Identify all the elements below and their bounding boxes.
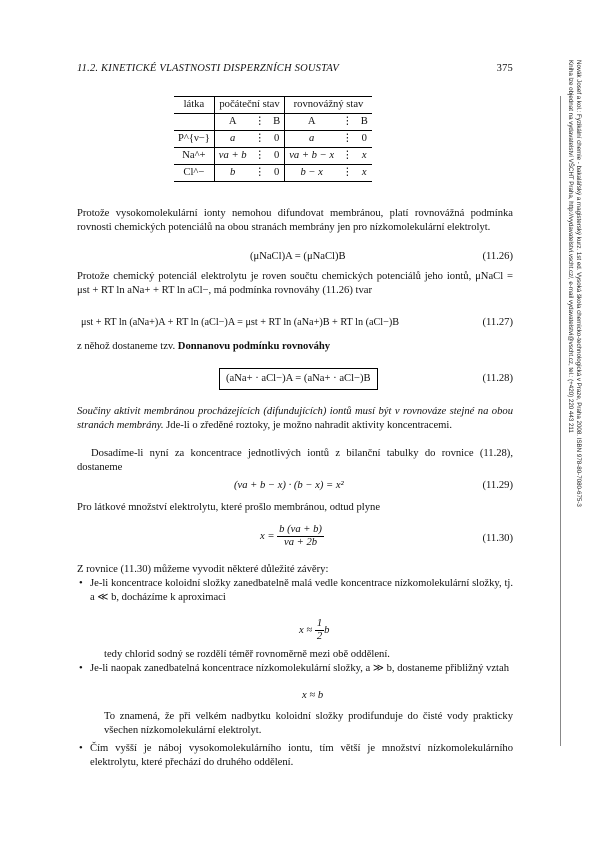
table-subheader: B: [357, 114, 372, 131]
paragraph-4-italic: Součiny aktivit membránou procházejících (difundujících) iontů musí být v rovnováze stejné na obou stranách membrány.: [77, 406, 513, 431]
table-cell: b: [214, 165, 250, 182]
bullet-item-3: • Čím vyšší je náboj vysokomolekulárního iontu, tím větší je množství nízkomolekulárního elektrolytu, které přechází do druhého oddělení.: [90, 742, 513, 769]
equation-number: (11.29): [482, 480, 513, 491]
table-cell: 0: [269, 131, 285, 148]
table-cell: ⋮: [338, 165, 357, 182]
table-cell: 0: [357, 131, 372, 148]
boxed-equation: (aNa+ · aCl−)A = (aNa+ · aCl−)B: [219, 368, 378, 390]
table-subheader: A: [214, 114, 250, 131]
equation-body: (νa + b − x) · (b − x) = x²: [234, 480, 344, 491]
equation-number: (11.30): [482, 533, 513, 544]
bullet-item-2: • Je-li naopak zanedbatelná koncentrace nízkomolekulární složky, a ≫ b, dostaneme přibližný vztah: [90, 662, 513, 676]
bullet-item-1: • Je-li koncentrace koloidní složky zanedbatelně malá vedle koncentrace nízkomolekulární složky, tj. a ≪ b, docházíme k aproximaci: [90, 577, 513, 604]
page-number: 375: [496, 63, 513, 74]
paragraph-3-text: z něhož dostaneme tzv.: [77, 341, 178, 352]
equation-approx-half: [77, 618, 513, 646]
equation-11-27: [77, 316, 513, 332]
table-header-substance: látka: [174, 97, 214, 114]
paragraph-4: [77, 405, 513, 432]
equation-body: (μNaCl)A = (μNaCl)B: [250, 251, 346, 262]
table-header-equilibrium: rovnovážný stav: [285, 97, 372, 114]
balance-table: [174, 96, 372, 182]
equation-11-26: [77, 250, 513, 266]
equation-body: x ≈ b: [302, 690, 324, 701]
donnan-term: Donnanovu podmínku rovnováhy: [177, 341, 331, 352]
fraction-numerator: b (νa + b): [279, 524, 322, 535]
fraction-denominator: 2: [316, 631, 323, 642]
equation-11-29: [77, 479, 513, 495]
sidebar-line-1: Novák Josef a kol.: Fyzikální chemie - bakalářský a magisterský kurz. 1st ed. Vysoká škola chemicko-technologická v Praze, Praha 2008. ISBN 978-80-7080-675-3: [575, 60, 582, 507]
table-cell: ⋮: [338, 148, 357, 165]
fraction: [277, 524, 324, 549]
table-row: [174, 131, 372, 148]
paragraph-7: Z rovnice (11.30) můžeme vyvodit některé důležité závěry:: [77, 564, 329, 575]
fraction-denominator: νa + 2b: [284, 537, 318, 548]
equation-11-28: [77, 372, 513, 388]
table-cell: ⋮: [251, 165, 270, 182]
table-row: [174, 148, 372, 165]
table-cell: ⋮: [338, 131, 357, 148]
fraction: [315, 618, 324, 643]
table-cell: P^{ν−}: [174, 131, 214, 148]
equation-lhs: x =: [260, 530, 275, 542]
equation-number: (11.28): [482, 373, 513, 384]
table-subheader: ⋮: [251, 114, 270, 131]
table-subheader: B: [269, 114, 285, 131]
table-cell: ⋮: [251, 148, 270, 165]
equation-rhs: b: [324, 624, 330, 636]
paragraph-4-text: Jde-li o zředěné roztoky, je možno nahradit aktivity koncentracemi.: [163, 419, 452, 431]
table-cell: a: [214, 131, 250, 148]
bullet-2-continuation: To znamená, že při velkém nadbytku koloidní složky prodifunduje do čisté vody prakticky všechen nízkomolekulární elektrolyt.: [104, 711, 513, 736]
table-cell: 0: [269, 148, 285, 165]
paragraph-5: Dosadíme-li nyní za koncentrace jednotlivých iontů z bilanční tabulky do rovnice (11.28), dostaneme: [77, 448, 513, 473]
header-title: 11.2. KINETICKÉ VLASTNOSTI DISPERZNÍCH SOUSTAV: [77, 63, 340, 74]
table-cell: 0: [269, 165, 285, 182]
equation-number: (11.27): [482, 317, 513, 328]
sidebar-citation: [567, 60, 582, 660]
paragraph-2: Protože chemický potenciál elektrolytu je roven součtu chemických potenciálů jeho iontů, μNaCl = μst + RT ln aNa+ + RT ln aCl−, má podmínka rovnováhy (11.26) tvar: [77, 271, 513, 296]
margin-rule: [560, 96, 561, 746]
table-cell: Cl^−: [174, 165, 214, 182]
equation-approx-b: [77, 689, 513, 705]
equation-number: (11.26): [482, 251, 513, 262]
table-cell: νa + b − x: [285, 148, 338, 165]
running-header: [77, 62, 513, 76]
table-cell: a: [285, 131, 338, 148]
table-cell: Na^+: [174, 148, 214, 165]
table-header-initial: počáteční stav: [214, 97, 284, 114]
bullet-1-continuation: tedy chlorid sodný se rozdělí téměř rovnoměrně mezi obě oddělení.: [104, 649, 390, 660]
fraction-numerator: 1: [316, 618, 323, 629]
equation-11-30: [77, 524, 513, 554]
table-subheader: A: [285, 114, 338, 131]
paragraph-1: Protože vysokomolekulární ionty nemohou difundovat membránou, platí rovnovážná podmínka rovnosti chemických potenciálů na obou stranách membrány jen pro nízkomolekulární elektrolyt.: [77, 208, 513, 233]
table-row: [174, 165, 372, 182]
table-cell: x: [357, 165, 372, 182]
table-cell: x: [357, 148, 372, 165]
table-cell: ⋮: [251, 131, 270, 148]
equation-body: μst + RT ln (aNa+)A + RT ln (aCl−)A = μst + RT ln (aNa+)B + RT ln (aCl−)B: [81, 317, 400, 328]
equation-lhs: x ≈: [299, 624, 313, 636]
sidebar-line-2: Kniha lze objednat na vydavatelství VŠCHT Praha, http://vydavatelstvi.vscht.cz/, e-mail vydavatelstvi@vscht.cz, tel.: (+420) 220 443 211: [567, 60, 575, 433]
paragraph-6: Pro látkové množství elektrolytu, které prošlo membránou, odtud plyne: [77, 502, 381, 513]
table-cell: νa + b: [214, 148, 250, 165]
paragraph-3: [77, 340, 513, 354]
table-subheader: ⋮: [338, 114, 357, 131]
table-cell: b − x: [285, 165, 338, 182]
